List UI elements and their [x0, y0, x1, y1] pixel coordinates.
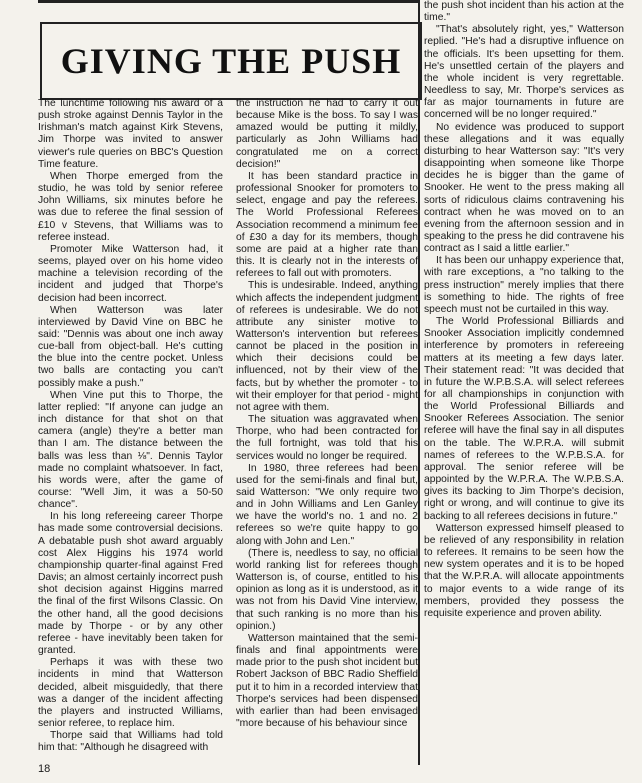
- paragraph: In 1980, three referees had been used for the semi-finals and final but, said Watterson: "We only require two and in John Williams and Len Ganley we have the world's no. 1 and no. 2 referees so we're quite happy to go along with John and Len.": [236, 462, 418, 547]
- paragraph: It has been standard practice in professional Snooker for promoters to select, engage and pay the referees. The World Professional Referees Association recommend a minimum fee of £30 a day for its members, though some are paid at a higher rate than this. It is clearly not in the interests of referees to fall out with promoters.: [236, 170, 418, 280]
- paragraph: the push shot incident than his action at the time.": [424, 0, 624, 24]
- paragraph: When Vine put this to Thorpe, the latter replied: "If anyone can judge an inch distance for that shot on that camera (angle) they're a better man than I am. The distance between the balls was less than ⅛". Dennis Taylor made no complaint whatsoever. In fact, his words were, after the game of course: "Well Jim, it was a 50-50 chance".: [38, 389, 223, 511]
- paragraph: "That's absolutely right, yes," Watterson replied. "He's had a disruptive influence on the officials. It's been upsetting for them. He's unsettled certain of the players and the whole incident is very regrettable. Needless to say, Mr. Thorpe's services as far as major tournaments in future are concerned will be no longer required.": [424, 24, 624, 121]
- top-rule: [38, 0, 418, 3]
- article-title: GIVING THE PUSH: [60, 41, 402, 81]
- paragraph: Promoter Mike Watterson had, it seems, played over on his home video machine a television recording of the incident and judged that Thorpe's decision had been incorrect.: [38, 243, 223, 304]
- paragraph: Perhaps it was with these two incidents in mind that Watterson decided, albeit misguidedly, that there was a danger of the incident affecting the players and instructed Williams, senior referee, to replace him.: [38, 657, 223, 729]
- paragraph: The World Professional Billiards and Snooker Association implicitly condemned interference by promoters in refereeing matters at its meeting a few days later. Their statement read: "It was decided that in future the W.P.B.S.A. will select referees for all championships in conjunction with the World Professional Billiards and Snooker Referees Association. The senior referee will have the final say in all disputes on the table. The W.P.R.A. will submit names of referees to the W.P.B.S.A. for approval. The senior referee will be appointed by the W.P.R.A. The W.P.B.S.A. gives its backing to Jim Thorpe's decision, right or wrong, and will continue to give its backing to all referees decisions in future.": [424, 316, 624, 522]
- column-divider: [418, 0, 420, 765]
- title-box: [40, 22, 422, 100]
- column-2: [236, 98, 418, 730]
- paragraph: It has been our unhappy experience that, with rare exceptions, a "no talking to the press instruction" merely implies that there is something to hide. The rights of free speech must not be curtailed in this way.: [424, 255, 624, 315]
- paragraph: No evidence was produced to support these allegations and it was equally disturbing to hear Watterson say: "It's very disappointing when someone like Thorpe decides he is bigger than the game of Snooker. He went to the press making all sorts of ridiculous claims contravening his contract when he was moved on to an evening from the afternoon session and in speaking to the press he did contravene his contract as I said a little earlier.": [424, 121, 624, 255]
- paragraph: (There is, needless to say, no official world ranking list for referees though Watterson is, of course, entitled to his opinion as long as it is understood, as it was not from his David Vine interview, that such ranking is no more than his opinion.): [236, 547, 418, 632]
- column-1: [38, 98, 223, 754]
- paragraph: Watterson maintained that the semi-finals and final appointments were made prior to the push shot incident but Robert Jackson of BBC Radio Sheffield put it to him in a recorded interview that Thorpe's services had been dispensed with earlier than had been envisaged "more because of his behaviour since: [236, 632, 418, 729]
- paragraph: In his long refereeing career Thorpe has made some controversial decisions. A debatable push shot award arguably cost Alex Higgins his 1974 world championship quarter-final against Fred Davis; an almost certainly incorrect push shot decision against Higgins marred the final of the first Wilsons Classic. On the other hand, all the good decisions made by Thorpe - or by any other referee - have inevitably been taken for granted.: [38, 511, 223, 657]
- paragraph: This is undesirable. Indeed, anything which affects the independent judgment of referees is undesirable. We do not attribute any sinister motive to Watterson's intervention but referees cannot be placed in the position in which their decisions could be influenced, not by their view of the facts, but by whether the promoter - to wit their employer for that period - might not agree with them.: [236, 280, 418, 413]
- paragraph: The situation was aggravated when Thorpe, who had been contracted for the full fortnight, was told that his services would no longer be required.: [236, 414, 418, 462]
- paragraph: the instruction he had to carry it out because Mike is the boss. To say I was amazed would be putting it mildly, particularly as John Williams had congratulated me on a correct decision!": [236, 98, 418, 170]
- paragraph: When Thorpe emerged from the studio, he was told by senior referee John Williams, six minutes before he was due to referee the final session of £10 v Stevens, that Williams was to referee instead.: [38, 170, 223, 243]
- paragraph: When Watterson was later interviewed by David Vine on BBC he said: "Dennis was about one inch away cue-ball from object-ball. He's cutting the blue into the centre pocket. Unless two balls are contacting you can't possibly make a push.": [38, 304, 223, 389]
- paragraph: The lunchtime following his award of a push stroke against Dennis Taylor in the Irishman's match against Kirk Stevens, Jim Thorpe was invited to answer viewer's rule queries on BBC's Question Time feature.: [38, 98, 223, 170]
- column-3: [424, 0, 624, 620]
- paragraph: Thorpe said that Williams had told him that: "Although he disagreed with: [38, 730, 223, 754]
- page-number: 18: [38, 763, 51, 775]
- paragraph: Watterson expressed himself pleased to be relieved of any responsibility in relation to referees. It remains to be seen how the new system operates and it is to be hoped that the W.P.R.A. will allocate appointments to major events to a wide range of its members, provided they possess the requisite experience and proven ability.: [424, 522, 624, 619]
